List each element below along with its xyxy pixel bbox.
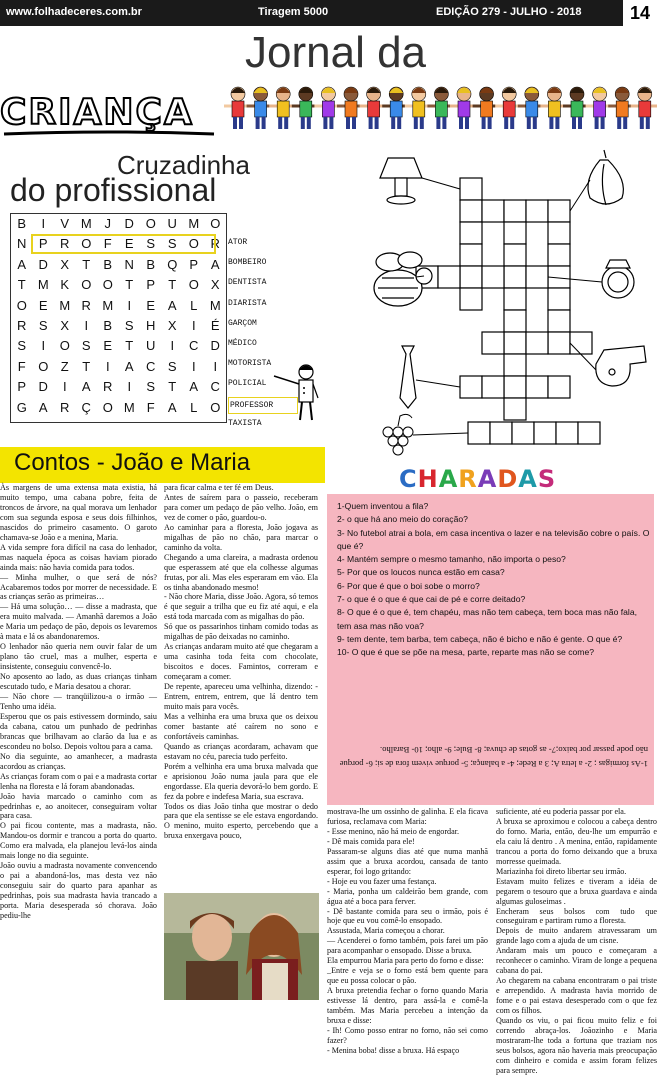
word-list-item: DENTISTA bbox=[228, 278, 267, 288]
site-url[interactable]: www.folhadeceres.com.br bbox=[6, 6, 142, 18]
tiragem-label: Tiragem 5000 bbox=[258, 6, 329, 18]
story-paragraph: - Dê bastante comida para seu o irmão, pois é hoje que eu vou comê-lo ensopado. bbox=[327, 906, 488, 926]
word-list-item: DIARISTA bbox=[228, 298, 267, 308]
riddle-list bbox=[337, 500, 652, 660]
grid-letter: R bbox=[81, 297, 91, 313]
child-figure bbox=[405, 87, 433, 129]
grid-letter: O bbox=[38, 358, 49, 374]
story-paragraph: - Maria, ponha um caldeirão bem grande, com água até a boca para ferver. bbox=[327, 886, 488, 906]
grid-letter: F bbox=[146, 399, 155, 415]
grid-letter: R bbox=[17, 317, 27, 333]
grid-letter: V bbox=[60, 216, 70, 231]
word-highlight-professor bbox=[31, 234, 216, 254]
child-figure bbox=[631, 87, 657, 129]
story-column-2 bbox=[164, 483, 318, 893]
story-paragraph: para ficar calma e ter fé em Deus. bbox=[164, 483, 274, 492]
contos-title: Contos - João e Maria bbox=[14, 449, 251, 476]
grid-letter: U bbox=[146, 338, 156, 354]
masthead-logo: CRIANÇA bbox=[0, 92, 194, 133]
grid-letter: A bbox=[81, 379, 91, 395]
grid-letter: C bbox=[189, 338, 199, 354]
child-figure bbox=[450, 87, 478, 129]
story-paragraph: - Menina boba! disse a bruxa. Há espaço bbox=[327, 1045, 460, 1055]
child-figure bbox=[360, 87, 388, 129]
child-figure bbox=[563, 87, 591, 129]
puzzle-title-big: do profissional bbox=[10, 172, 217, 208]
grid-letter: I bbox=[127, 379, 132, 395]
child-figure bbox=[540, 87, 568, 129]
grid-row bbox=[11, 377, 226, 397]
grid-letter: O bbox=[210, 399, 221, 415]
masthead-title: Jornal da bbox=[245, 28, 427, 77]
children-illustration bbox=[222, 84, 657, 132]
puzzle-title-small: Cruzadinha bbox=[117, 150, 250, 180]
grid-letter: Z bbox=[60, 358, 69, 374]
grid-letter: X bbox=[60, 256, 70, 272]
grid-letter: P bbox=[17, 379, 27, 395]
riddle-item: 7- o que é o que é que cai de pé e corre deitado? bbox=[337, 594, 526, 605]
crossword-illustration bbox=[368, 150, 657, 460]
story-paragraph: Esperou que os pais estivessem dormindo, saiu da cabana, catou um punhado de pedrinhas brancas que brilhavam ao clarão da lua e as escondeu no bolso. Depois voltou para a cama. bbox=[0, 711, 157, 751]
grid-letter: R bbox=[103, 379, 113, 395]
word-list-item: PROFESSOR bbox=[228, 397, 298, 414]
grid-letter: M bbox=[59, 297, 71, 313]
grid-letter: O bbox=[81, 236, 92, 252]
story-column-1 bbox=[0, 483, 157, 998]
grid-letter: T bbox=[125, 338, 134, 354]
grid-letter: B bbox=[103, 256, 113, 272]
garlic-icon bbox=[588, 150, 623, 205]
story-paragraph: suficiente, até eu poderia passar por ela. bbox=[496, 807, 626, 816]
grid-letter: R bbox=[60, 399, 70, 415]
child-figure bbox=[292, 87, 320, 129]
grid-letter: D bbox=[124, 216, 134, 231]
word-list-item: POLICIAL bbox=[228, 379, 267, 389]
charadas-letter: A bbox=[477, 465, 498, 493]
grid-letter: S bbox=[167, 358, 177, 374]
story-paragraph: — Minha mulher, o que será de nós? Acabaremos todos por morrer de necessidade. E as crianças serão as primeiras… bbox=[0, 572, 157, 602]
grid-letter: A bbox=[38, 399, 48, 415]
grid-letter: I bbox=[191, 358, 196, 374]
riddle-item: 10- O que é que se põe na mesa, parte, reparte mas não se come? bbox=[337, 647, 595, 658]
grid-letter: N bbox=[124, 256, 134, 272]
story-paragraph: O lenhador não queria nem ouvir falar de um plano tão cruel, mas a mulher, esperta e insistente, conseguiu convencê-lo. bbox=[0, 642, 157, 672]
story-paragraph: Estavam muito felizes e tiveram a idéia de pegarem o tesouro que a bruxa guardava e ainda algumas guloseimas . bbox=[496, 876, 657, 906]
story-paragraph: — Acenderei o forno também, pois farei um pão para acompanhar o ensopado. Disse a bruxa. bbox=[327, 936, 488, 956]
child-figure bbox=[269, 87, 297, 129]
story-paragraph: Chegando a uma clareira, a madrasta ordenou que esperassem até que ela colhesse algumas frutas, por ali. Mas eles esperaram em vão. Ela os tinha abandonado mesmo! bbox=[164, 552, 318, 592]
charadas-letter: S bbox=[537, 465, 557, 493]
grid-letter: M bbox=[102, 297, 114, 313]
grid-letter: Q bbox=[167, 256, 178, 272]
grid-letter: I bbox=[84, 317, 89, 333]
story-paragraph: - Hoje eu vou fazer uma festança. bbox=[327, 876, 437, 886]
grid-letter: N bbox=[17, 236, 27, 252]
grid-row bbox=[11, 316, 226, 336]
story-paragraph: A bruxa se aproximou e colocou a cabeça dentro do forno. Maria, então, deu-lhe um empurrão e ela caiu lá dentro . A menina, então, rapidamente trancou a porta do forno deixando que a bruxa morresse queimada. bbox=[496, 816, 657, 866]
bee-icon bbox=[374, 252, 432, 306]
grid-letter: O bbox=[81, 277, 92, 293]
story-paragraph: - Ih! Como posso entrar no forno, não sei como fazer? bbox=[327, 1025, 488, 1045]
story-paragraph: Só que os passarinhos tinham comido todas as migalhas de pão deixadas no caminho. bbox=[164, 622, 318, 642]
word-list-item: BOMBEIRO bbox=[228, 258, 267, 268]
story-paragraph: A bruxa pretendia fechar o forno quando Maria estivesse lá dentro, para assá-la e comê-la também. Mas Maria percebeu a intenção da bruxa e disse: bbox=[327, 986, 488, 1026]
grid-letter: A bbox=[167, 399, 177, 415]
grid-letter: I bbox=[41, 338, 46, 354]
grid-letter: S bbox=[124, 317, 134, 333]
grid-letter: P bbox=[38, 236, 48, 252]
grid-letter: F bbox=[17, 358, 26, 374]
grid-letter: M bbox=[123, 399, 135, 415]
grid-letter: S bbox=[17, 338, 27, 354]
charadas-title bbox=[399, 465, 556, 493]
child-figure bbox=[518, 87, 546, 129]
grid-letter: B bbox=[103, 317, 113, 333]
grid-letter: D bbox=[210, 338, 220, 354]
riddle-item: 6- Por que é que o boi sobe o morro? bbox=[337, 580, 480, 591]
grid-letter: T bbox=[125, 277, 134, 293]
grid-letter: A bbox=[124, 358, 134, 374]
grid-letter: T bbox=[168, 277, 177, 293]
riddle-item: 5- Por que os loucos nunca estão em casa? bbox=[337, 567, 505, 578]
story-paragraph: — Há uma solução… — disse a madrasta, que era muito malvada. — Amanhã daremos a João e Maria um pedaço de pão, depois os levaremos à mata e lá os abandonaremos. bbox=[0, 602, 157, 642]
grid-letter: I bbox=[105, 358, 110, 374]
grid-letter: X bbox=[60, 317, 70, 333]
charadas-letter: H bbox=[417, 465, 439, 493]
grid-letter: A bbox=[189, 379, 199, 395]
story-photo bbox=[164, 893, 319, 1000]
story-paragraph: Depois de muito andarem atravessaram um grande lago com a ajuda de um cisne. bbox=[496, 926, 657, 946]
grid-row bbox=[11, 296, 226, 316]
grid-row bbox=[11, 398, 226, 418]
story-paragraph: Ao caminhar para a floresta, João jogava as migalhas de pão no chão, para marcar o caminho da volta. bbox=[164, 522, 318, 552]
story-paragraph: No dia seguinte, ao amanhecer, a madrasta acordou as crianças. bbox=[0, 751, 157, 771]
grid-letter: O bbox=[210, 216, 221, 231]
grid-letter: T bbox=[168, 379, 177, 395]
grid-letter: P bbox=[189, 256, 199, 272]
grid-letter: C bbox=[146, 358, 156, 374]
child-figure bbox=[608, 87, 636, 129]
riddle-item: 9- tem dente, tem barba, tem cabeça, não é bicho e não é gente. O que é? bbox=[337, 633, 623, 644]
grid-letter: D bbox=[38, 379, 48, 395]
grid-letter: L bbox=[190, 399, 198, 415]
grid-letter: R bbox=[60, 236, 70, 252]
grid-letter: T bbox=[17, 277, 26, 293]
grid-letter: O bbox=[16, 297, 27, 313]
grid-row bbox=[11, 336, 226, 356]
grid-letter: L bbox=[190, 297, 198, 313]
grid-letter: U bbox=[167, 216, 177, 231]
edition-label: EDIÇÃO 279 - JULHO - 2018 bbox=[436, 6, 582, 18]
story-paragraph: Antes de saírem para o passeio, receberam para comer um pedaço de pão velho. João, em vez de comer o pão, guardou-o. bbox=[164, 492, 318, 522]
grid-letter: M bbox=[188, 216, 200, 231]
child-figure bbox=[337, 87, 365, 129]
riddle-item: 4- Mantém sempre o mesmo tamanho, não importa o peso? bbox=[337, 554, 566, 565]
grid-letter: A bbox=[17, 256, 27, 272]
grid-letter: E bbox=[124, 236, 134, 252]
story-paragraph: Ela empurrou Maria para perto do forno e disse: bbox=[327, 956, 484, 966]
word-list-item: ATOR bbox=[228, 238, 248, 247]
word-list-item: MÉDICO bbox=[228, 338, 257, 348]
grid-row bbox=[11, 255, 226, 275]
grid-letter: S bbox=[146, 379, 156, 395]
grid-letter: E bbox=[146, 297, 156, 313]
grid-row bbox=[11, 214, 226, 234]
story-paragraph: — Não chore — tranqüilizou-a o irmão — Tenho uma idéia. bbox=[0, 692, 157, 711]
grid-letter: O bbox=[188, 277, 199, 293]
child-figure bbox=[495, 87, 523, 129]
child-figure bbox=[382, 87, 410, 129]
story-paragraph: Quando os viu, o pai ficou muito feliz e foi correndo abraça-los. Joãozinho e Maria mostraram-lhe toda a fortuna que traziam nos seus bolsos, agora não haveria mais preocupação com dinheiro e comida e assim foram felizes para sempre. bbox=[496, 1016, 657, 1075]
riddle-item: 2- o que há ano meio do coração? bbox=[337, 514, 468, 525]
grid-letter: G bbox=[16, 399, 27, 415]
page-number: 14 bbox=[623, 0, 657, 26]
story-paragraph: Porém a velhinha era uma bruxa malvada que e aprisionou João numa jaula para que ele engordasse. Ela queria devorá-lo bem gordo. E fez da pobre e indefesa Maria, sua escrava. bbox=[164, 761, 318, 801]
grid-letter: I bbox=[41, 216, 46, 231]
grid-letter: B bbox=[17, 216, 27, 231]
grid-letter: X bbox=[167, 317, 177, 333]
grid-letter: M bbox=[37, 277, 49, 293]
grid-letter: S bbox=[81, 338, 91, 354]
lamp-icon bbox=[380, 158, 422, 204]
grid-letter: I bbox=[213, 358, 218, 374]
grid-letter: M bbox=[80, 216, 92, 231]
story-paragraph: _Entre e veja se o forno está bem quente para que eu possa colocar o pão. bbox=[327, 966, 488, 986]
grid-letter: O bbox=[188, 236, 199, 252]
child-figure bbox=[247, 87, 275, 129]
story-paragraph: Ao chegarem na cabana encontraram o pai triste e arrependido. A madrasta havia morrido de fome e o pai estava desesperado com o que fez com os filhos. bbox=[496, 976, 657, 1016]
grid-letter: O bbox=[102, 399, 113, 415]
grid-letter: F bbox=[103, 236, 112, 252]
charadas-letter: C bbox=[399, 465, 418, 493]
grid-letter: A bbox=[167, 297, 177, 313]
riddle-item: 3- No futebol atrai a bola, em casa incentiva o lazer e na televisão cobre o país. O que é? bbox=[337, 527, 650, 551]
grid-row bbox=[11, 275, 226, 295]
story-paragraph: Quando as crianças acordaram, achavam que estavam no céu, parecia tudo perfeito. bbox=[164, 741, 318, 761]
story-paragraph: - Esse menino, não há meio de engordar. bbox=[327, 826, 459, 836]
grid-letter: I bbox=[127, 297, 132, 313]
grid-letter: O bbox=[59, 338, 70, 354]
story-paragraph: Passaram-se alguns dias até que numa manhã assim que a bruxa acordou, cansada de tanto esperar, foi logo gritando: bbox=[327, 846, 488, 876]
story-paragraph: Andaram mais um pouco e começaram a reconhecer o caminho. Viram de longe a pequena cabana do pai. bbox=[496, 946, 657, 976]
header-bar bbox=[0, 0, 657, 26]
grid-letter: E bbox=[38, 297, 48, 313]
story-paragraph: - Não chore Maria, disse João. Agora, só temos é que seguir a trilha que eu fiz até aqui, e ela está toda marcada com as migalhas do pão. bbox=[164, 592, 318, 622]
grid-letter: T bbox=[82, 358, 91, 374]
grid-row bbox=[11, 357, 226, 377]
story-paragraph: Todos os dias João tinha que mostrar o dedo para que ela sentisse se ele estava engordando. O menino, muito esperto, percebendo que a bruxa enxergava pouco, bbox=[164, 801, 318, 841]
grid-letter: I bbox=[191, 317, 196, 333]
story-paragraph: Encheram seus bolsos com tudo que conseguiram e partiram rumo a floresta. bbox=[496, 906, 657, 926]
grid-letter: J bbox=[104, 216, 111, 231]
word-list-item: GARÇOM bbox=[228, 318, 257, 328]
story-paragraph: O pai ficou contente, mas a madrasta, não. Mandou-os dormir e trancou a porta do quarto. Como era malvada, ela planejou levá-los ainda mais longe no dia seguinte. bbox=[0, 821, 157, 861]
grid-letter: P bbox=[146, 277, 156, 293]
grid-letter: K bbox=[60, 277, 70, 293]
grid-letter: S bbox=[146, 236, 156, 252]
grid-letter: É bbox=[210, 317, 220, 333]
riddle-item: 8- O que é o que é, tem chapéu, mas não tem cabeça, tem boca mas não fala, tem asa mas não voa? bbox=[337, 607, 638, 631]
grid-letter: M bbox=[209, 297, 221, 313]
grid-letter: R bbox=[210, 236, 220, 252]
word-list-item: TAXISTA bbox=[228, 418, 262, 428]
story-paragraph: - Dê mais comida para ele! bbox=[327, 836, 415, 846]
child-figure bbox=[224, 87, 252, 129]
grid-letter: O bbox=[145, 216, 156, 231]
story-paragraph: mostrava-lhe um ossinho de galinha. E ela ficava furiosa, reclamava com Maria: bbox=[327, 807, 488, 826]
grid-letter: Ç bbox=[81, 399, 91, 415]
teacher-illustration bbox=[268, 362, 323, 422]
grid-letter: T bbox=[82, 256, 91, 272]
grid-letter: D bbox=[38, 256, 48, 272]
crossword-grid bbox=[416, 178, 600, 444]
story-paragraph: Mas a velhinha era uma bruxa que os deixou comer bastante até caírem no sono e confortáveis caminhas. bbox=[164, 711, 318, 741]
grid-letter: E bbox=[103, 338, 113, 354]
tie-icon bbox=[400, 346, 416, 408]
grid-letter: I bbox=[170, 338, 175, 354]
charadas-letter: D bbox=[497, 465, 519, 493]
story-paragraph: A vida sempre fora difícil na casa do lenhador, mas naquela época as coisas haviam piorado ainda mais: não havia comida para todos. bbox=[0, 542, 157, 572]
charadas-letter: R bbox=[458, 465, 478, 493]
story-paragraph: De repente, apareceu uma velhinha, dizendo: - Entrem, entrem, entrem, que lá dentro tem muito mais para vocês. bbox=[164, 682, 318, 711]
ring-icon bbox=[602, 260, 634, 298]
child-figure bbox=[586, 87, 614, 129]
grid-letter: S bbox=[167, 236, 177, 252]
story-paragraph: João havia marcado o caminho com as pedrinhas e, ao anoitecer, conseguiram voltar para casa. bbox=[0, 791, 157, 821]
grid-letter: I bbox=[62, 379, 67, 395]
story-paragraph: No aposento ao lado, as duas crianças tinham escutado tudo, e Maria desatou a chorar. bbox=[0, 672, 157, 692]
story-paragraph: João ouviu a madrasta novamente convencendo o pai a abandoná-los, mas desta vez não conseguiu sair do quarto para apanhar as pedrinhas, pois sua madrasta havia trancado a porta. Maria desesperada só chorava. João pediu-lhe bbox=[0, 861, 157, 920]
grid-letter: B bbox=[146, 256, 156, 272]
story-paragraph: Mariazinha foi direto libertar seu irmão. bbox=[496, 866, 627, 876]
child-figure bbox=[473, 87, 501, 129]
riddle-item: 1-Quem inventou a fila? bbox=[337, 501, 429, 511]
grid-letter: X bbox=[210, 277, 220, 293]
story-paragraph: As crianças andaram muito até que chegaram a uma casinha toda feita com chocolate, biscoitos e doces. Famintos, correram e começaram a comer. bbox=[164, 642, 318, 682]
riddle-answers: 1-As formigas ; 2- a letra A; 3 a Rede; 4- a balança; 5- porque vivem fora de si; 6- porque não pode passar por baixo;7- as gotas de chuva; 8- Bule; 9- alho; 10- Baralho. bbox=[339, 745, 648, 769]
story-paragraph: Às margens de uma extensa mata existia, há muito tempo, uma cabana pobre, feita de troncos de árvore, na qual morava um lenhador com sua segunda esposa e seus dois filhinhos, nascidos do primeiro casamento. O garoto chamava-se João e a menina, Maria. bbox=[0, 483, 157, 542]
story-column-4 bbox=[496, 807, 657, 1075]
grid-letter: S bbox=[38, 317, 48, 333]
grid-letter: C bbox=[210, 379, 220, 395]
story-paragraph: As crianças foram com o pai e a madrasta cortar lenha na floresta e lá foram abandonadas. bbox=[0, 771, 157, 791]
grapes-icon bbox=[383, 414, 413, 455]
grid-letter: O bbox=[102, 277, 113, 293]
story-paragraph: Assustada, Maria começou a chorar. bbox=[327, 926, 445, 936]
story-column-3 bbox=[327, 807, 488, 1055]
child-figure bbox=[314, 87, 342, 129]
charadas-letter: A bbox=[438, 465, 459, 493]
charadas-letter: A bbox=[518, 465, 538, 493]
word-list-item: MOTORISTA bbox=[228, 359, 272, 369]
grid-letter: A bbox=[210, 256, 220, 272]
grid-letter: H bbox=[146, 317, 156, 333]
child-figure bbox=[427, 87, 455, 129]
whistle-icon bbox=[596, 346, 646, 386]
